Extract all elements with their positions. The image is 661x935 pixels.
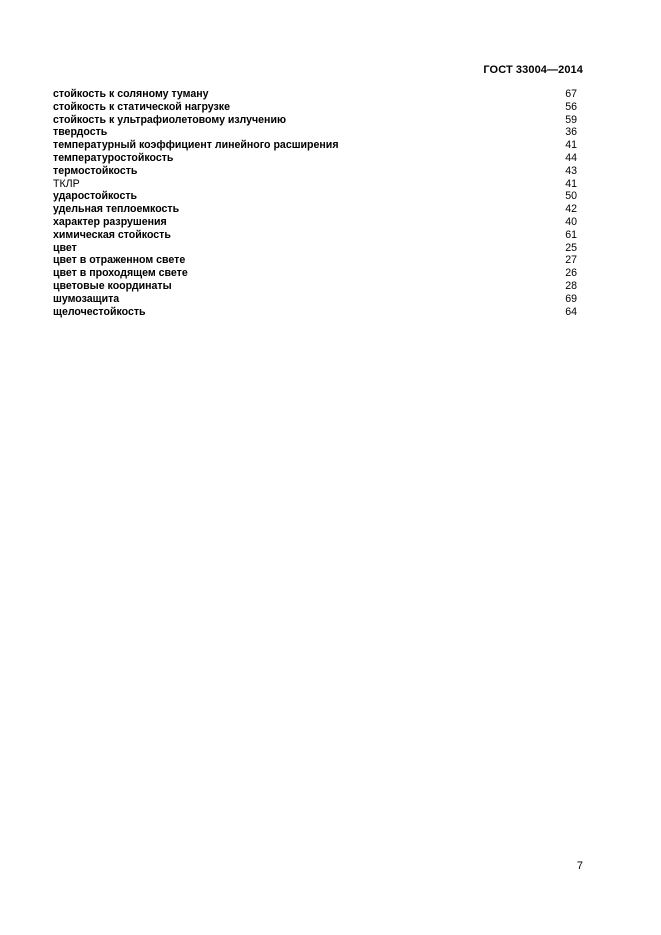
index-page-ref: 50 [565, 190, 577, 203]
index-page-ref: 59 [565, 113, 577, 126]
index-page-ref: 43 [565, 164, 577, 177]
index-entry [53, 254, 577, 267]
index-entry [53, 139, 577, 152]
index-page-ref: 27 [565, 254, 577, 267]
index-term: щелочестойкость [53, 305, 146, 318]
index-entry [53, 280, 577, 293]
index-entry [53, 190, 577, 203]
index-page-ref: 64 [565, 305, 577, 318]
index-page-ref: 36 [565, 126, 577, 139]
index-term: цветовые координаты [53, 279, 172, 292]
index-page-ref: 56 [565, 100, 577, 113]
index-term: твердость [53, 126, 108, 139]
index-page-ref: 41 [565, 139, 577, 152]
index-page-ref: 26 [565, 267, 577, 280]
index-page-ref: 25 [565, 241, 577, 254]
index-page-ref: 28 [565, 279, 577, 292]
index-page-ref: 44 [565, 151, 577, 164]
alphabetical-index-list [53, 88, 577, 318]
index-entry [53, 306, 577, 319]
index-term: стойкость к ультрафиолетовому излучению [53, 113, 287, 126]
index-term: цвет [53, 241, 77, 254]
index-term: цвет в отраженном свете [53, 254, 186, 267]
index-term: ударостойкость [53, 190, 138, 203]
index-entry [53, 293, 577, 306]
index-term: шумозащита [53, 292, 120, 305]
index-term: стойкость к соляному туману [53, 88, 209, 100]
index-entry [53, 178, 577, 191]
document-header-code: ГОСТ 33004—2014 [483, 64, 583, 76]
index-entry [53, 203, 577, 216]
index-term: удельная теплоемкость [53, 203, 180, 216]
index-entry [53, 101, 577, 114]
index-entry [53, 229, 577, 242]
index-page-ref: 40 [565, 215, 577, 228]
index-entry [53, 88, 577, 101]
index-entry [53, 114, 577, 127]
index-page-ref: 41 [565, 177, 577, 190]
index-entry [53, 242, 577, 255]
index-page-ref: 61 [565, 228, 577, 241]
index-term: цвет в проходящем свете [53, 267, 188, 280]
index-page-ref: 42 [565, 203, 577, 216]
index-term: температурный коэффициент линейного расширения [53, 139, 339, 152]
index-term: ТКЛР [53, 177, 80, 190]
index-page-ref: 67 [565, 88, 577, 100]
index-page-ref: 69 [565, 292, 577, 305]
index-entry [53, 216, 577, 229]
index-entry [53, 267, 577, 280]
index-term: стойкость к статической нагрузке [53, 100, 230, 113]
index-entry [53, 152, 577, 165]
index-term: химическая стойкость [53, 228, 171, 241]
index-term: характер разрушения [53, 215, 167, 228]
index-entry [53, 126, 577, 139]
index-entry [53, 165, 577, 178]
page-number: 7 [576, 860, 583, 872]
index-term: температуростойкость [53, 151, 174, 164]
index-term: термостойкость [53, 164, 138, 177]
